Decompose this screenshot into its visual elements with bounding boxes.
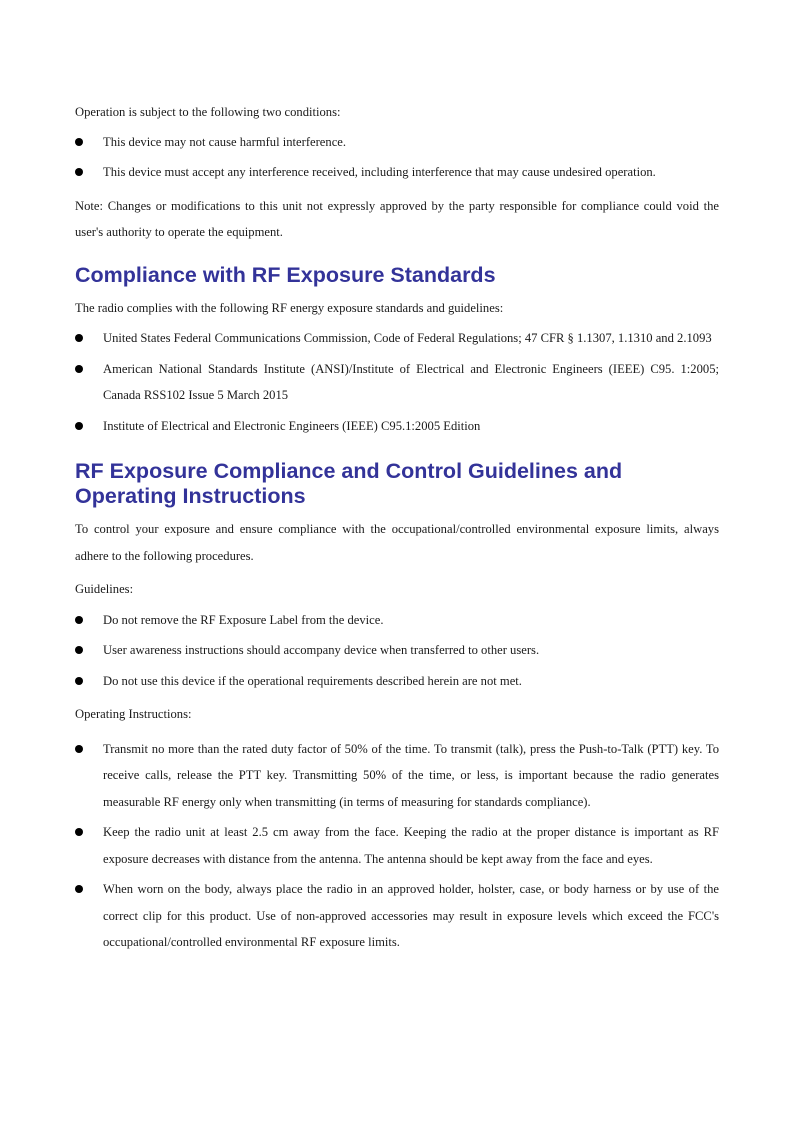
list-item-text: User awareness instructions should accompany device when transferred to other users. [103, 643, 540, 657]
document-page [75, 0, 719, 956]
compliance-list [75, 325, 719, 439]
list-item-text: This device may not cause harmful interference. [103, 134, 347, 149]
list-item-text: Transmit no more than the rated duty factor of 50% of the time. To transmit (talk), press the Push-to-Talk (PTT) key. To receive calls, release the PTT key. Transmitting 50% of the time, or less, is important because the radio generates measurable RF energy only when transmitting (in terms of measuring for standards compliance). [103, 741, 719, 809]
bullet-icon [75, 828, 83, 836]
list-item-text: Institute of Electrical and Electronic Engineers (IEEE) C95.1:2005 Edition [103, 418, 481, 433]
note-paragraph: Note: Changes or modifications to this unit not expressly approved by the party responsible for compliance could void the user's authority to operate the equipment. [75, 198, 719, 239]
list-item [75, 356, 719, 409]
guidelines-intro: To control your exposure and ensure compliance with the occupational/controlled environmental exposure limits, always adhere to the following procedures. [75, 522, 719, 563]
compliance-intro: The radio complies with the following RF energy exposure standards and guidelines: [75, 300, 504, 315]
list-item-text: American National Standards Institute (ANSI)/Institute of Electrical and Electronic Engineers (IEEE) C95. 1:2005; Canada RSS102 Issue 5 March 2015 [103, 361, 719, 402]
guidelines-heading-line1: RF Exposure Compliance and Control Guidelines and [75, 459, 623, 483]
bullet-icon [75, 745, 83, 753]
list-item-text: Keep the radio unit at least 2.5 cm away from the face. Keeping the radio at the proper distance is important as RF exposure decreases with distance from the antenna. The antenna should be kept away from the face and eyes. [103, 825, 719, 866]
conditions-intro: Operation is subject to the following two conditions: [75, 105, 341, 119]
list-item [75, 637, 719, 664]
list-item [75, 819, 719, 872]
bullet-icon [75, 168, 83, 176]
list-item-text: Do not use this device if the operational requirements described herein are not met. [103, 673, 522, 688]
list-item [75, 159, 719, 186]
compliance-heading: Compliance with RF Exposure Standards [75, 262, 496, 287]
list-item-text: United States Federal Communications Commission, Code of Federal Regulations; 47 CFR § 1.1307, 1.1310 and 2.1093 [103, 331, 712, 345]
conditions-list [75, 129, 719, 186]
operating-list [75, 736, 719, 956]
list-item [75, 736, 719, 816]
bullet-icon [75, 422, 83, 430]
guidelines-label: Guidelines: [75, 582, 134, 596]
bullet-icon [75, 616, 83, 624]
bullet-icon [75, 677, 83, 685]
bullet-icon [75, 334, 83, 342]
list-item-text: When worn on the body, always place the radio in an approved holder, holster, case, or body harness or by use of the correct clip for this product. Use of non-approved accessories may result in exposure levels which exceed the FCC's occupational/controlled environmental RF exposure limits. [103, 882, 719, 949]
guidelines-heading-line2: Operating Instructions [75, 484, 306, 508]
list-item [75, 129, 719, 156]
bullet-icon [75, 885, 83, 893]
guidelines-list [75, 607, 719, 695]
bullet-icon [75, 646, 83, 654]
bullet-icon [75, 138, 83, 146]
list-item-text: This device must accept any interference received, including interference that may cause undesired operation. [103, 165, 656, 179]
list-item [75, 607, 719, 634]
bullet-icon [75, 365, 83, 373]
list-item [75, 325, 719, 352]
operating-label: Operating Instructions: [75, 707, 192, 721]
list-item [75, 413, 719, 440]
guidelines-heading [75, 459, 719, 509]
list-item [75, 876, 719, 956]
list-item [75, 668, 719, 695]
list-item-text: Do not remove the RF Exposure Label from the device. [103, 612, 384, 627]
